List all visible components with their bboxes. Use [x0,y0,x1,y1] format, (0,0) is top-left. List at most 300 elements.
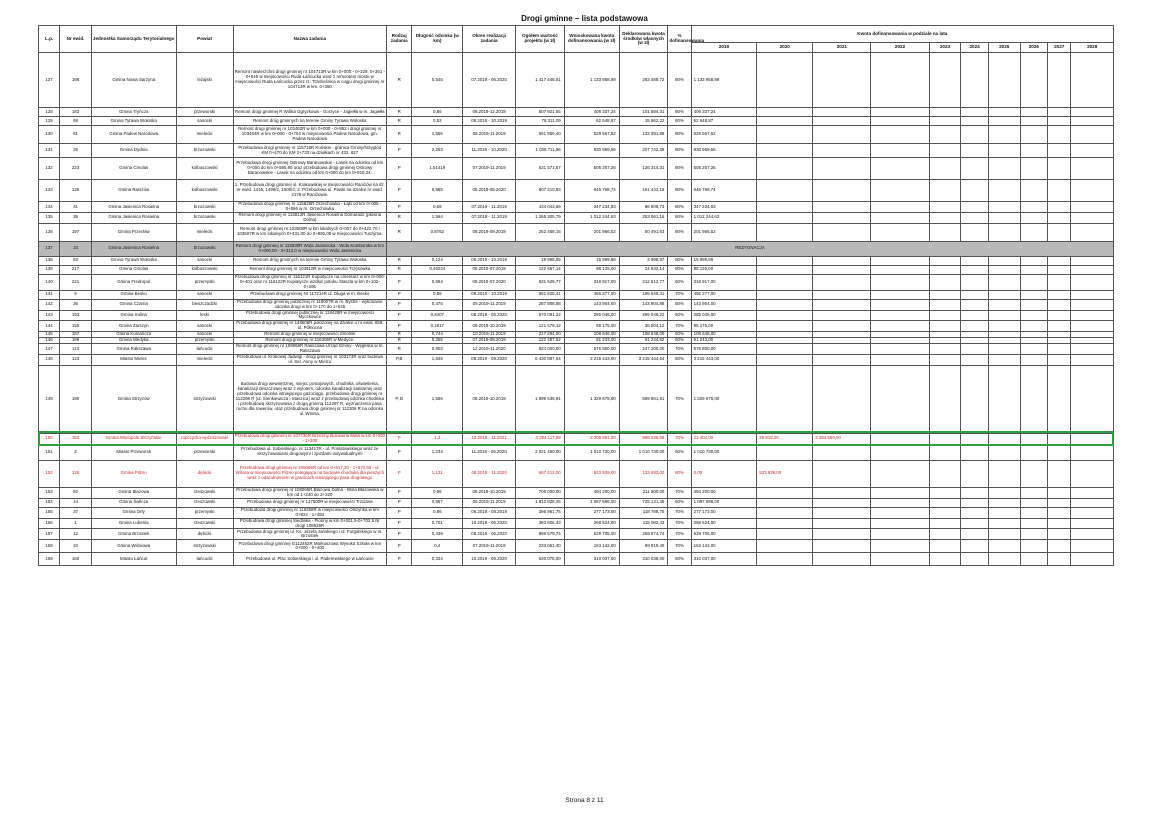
cell-wartosc: 287 808,88 [516,299,565,310]
cell-year-2019: 456 277,00 [691,290,757,299]
table-row [39,540,1114,553]
cell-year-empty [871,299,929,310]
cell-deklarowana: 126 314,31 [619,158,668,180]
cell-year-2021 [813,321,871,332]
cell-deklarowana: 36 504,12 [619,321,668,332]
cell-lp: 139 [39,265,60,274]
cell-year-2021 [813,202,871,213]
cell-nazwa: Przebudowa ul. Plac Sobieskiego i ul. Paderewskiego w Łańcucie [233,553,386,566]
cell-year-empty [1048,53,1071,108]
cell-year-empty [1020,202,1048,213]
cell-dlugosc: 0,475 [412,299,463,310]
cell-lp: 157 [39,529,60,540]
cell-lp: 151 [39,444,60,460]
cell-wartosc: 651 825,41 [516,290,565,299]
cell-powiat: przeworski [176,444,233,460]
cell-year-empty [988,553,1020,566]
cell-year-2021 [813,344,871,355]
cell-year-empty [1020,180,1048,202]
cell-year-empty [871,321,929,332]
cell-year-2021 [813,180,871,202]
cell-powiat: kolbuszowski [176,265,233,274]
cell-wnioskowana: 505 257,26 [564,158,619,180]
cell-year-empty [929,507,961,518]
cell-procent: 80% [668,460,691,487]
cell-year-empty [1048,487,1071,498]
cell-deklarowana: 211 800,00 [619,487,668,498]
cell-year-empty [1048,202,1071,213]
cell-year-empty [1071,344,1114,355]
cell-nazwa: Przebudowa ul. Sobieskiego, nr 113417R - ul. Poniatowskiego wraz ze skrzyżowaniami drogowymi i zjazdami indywidualnymi [233,444,386,460]
cell-year-empty [988,53,1020,108]
cell-year-empty [929,498,961,507]
cell-nr-ewid: 9 [60,290,92,299]
cell-year-empty [1020,498,1048,507]
cell-year-2020 [757,321,813,332]
cell-okres: 09.2019-10.2019 [463,321,516,332]
cell-year-empty [1020,354,1048,365]
cell-year-empty [929,223,961,241]
cell-deklarowana: 247 200,00 [619,344,668,355]
header-powiat: Powiat [176,26,233,53]
cell-powiat: sanocki [176,256,233,265]
cell-year-empty [871,507,929,518]
cell-year-empty [961,265,989,274]
cell-dlugosc: 1,586 [412,365,463,433]
cell-nazwa: Przebudowa drogi gminnej nr 116121R Kupiatycze na cmentarz w km 0+000-0+401 oraz nr 116122R Kupiatycze wzdłuż potoku Staszla w km 0+102-0+295 [234,273,386,289]
table-row [39,241,1114,256]
cell-year-empty [929,321,961,332]
cell-procent: 80% [668,117,691,126]
cell-procent: 80% [668,213,691,224]
cell-jst: Gmina Tryńcza [91,108,176,117]
cell-nr-ewid: 139 [60,180,92,202]
cell-lp: 133 [39,180,60,202]
cell-year-empty [929,202,961,213]
cell-powiat: mielecki [176,223,233,241]
cell-year-empty [1048,223,1071,241]
cell-nr-ewid: 35 [60,213,92,224]
cell-wartosc: 570 091,22 [516,310,565,321]
header-rodzaj: Rodzaj zadania [387,26,412,53]
cell-rodzaj: R [387,223,412,241]
cell-year-2020 [757,310,813,321]
cell-year-empty [988,518,1020,529]
cell-powiat: leski [176,310,233,321]
cell-year-2021 [813,487,871,498]
table-row [39,158,1114,180]
cell-year-2020 [757,365,813,433]
cell-year-empty [988,365,1020,433]
cell-nazwa: Przebudowa drogi gminnej nr 115716R Końskie - granica Gminy/Niżyglód KM 0+470 do KM 2+733 na działkach nr 432, 627 [233,144,386,158]
table-row [39,498,1114,507]
cell-rodzaj: R [387,117,412,126]
cell-wnioskowana: 310 037,00 [564,553,619,566]
cell-year-empty [961,223,989,241]
cell-procent: 80% [668,265,691,274]
cell-year-empty [1020,126,1048,144]
cell-powiat: łańcucki [176,553,233,566]
cell-rodzaj: P [387,518,412,529]
cell-deklarowana: 988 236,58 [619,433,668,444]
cell-year-empty [1071,290,1114,299]
cell-nazwa: Przebudowa drogi gminnej Nr 117214R ul. Długa w m. Besko [233,290,386,299]
cell-year-empty [871,274,929,290]
cell-rodzaj: P [387,321,412,332]
cell-year-2021 [813,265,871,274]
cell-year-empty [929,310,961,321]
cell-jst: Gmina Dydnia [91,144,176,158]
cell-powiat: ropczycko-sędziszowski [176,433,233,444]
cell-year-empty [988,540,1020,553]
cell-year-empty [988,108,1020,117]
header-year-2022: 2022 [871,43,929,53]
cell-okres: 08.2019-09.2019 [463,223,516,241]
cell-year-empty [961,321,989,332]
cell-year-empty [988,213,1020,224]
cell-deklarowana: 69 919,40 [619,540,668,553]
cell-powiat: strzyżowski [176,365,233,433]
cell-year-empty [961,126,989,144]
cell-rodzaj: R [387,338,412,344]
cell-year-2020 [757,290,813,299]
cell-wnioskowana: 830 969,56 [564,144,619,158]
cell-wnioskowana: 143 904,00 [564,299,619,310]
cell-year-empty [871,433,929,444]
cell-deklarowana: 86 808,73 [619,202,668,213]
cell-dlugosc: 0,56 [412,290,463,299]
table-row [39,256,1114,265]
cell-year-2019: 529 567,52 [691,126,757,144]
cell-year-empty [961,202,989,213]
cell-nr-ewid: 187 [60,332,92,338]
cell-year-2019: 143 904,00 [691,299,757,310]
cell-powiat: brzozowski [176,144,233,158]
cell-year-empty [871,158,929,180]
cell-year-empty [961,290,989,299]
cell-wartosc: 1 265 305,79 [516,213,565,224]
cell-wnioskowana: 268 524,00 [564,518,619,529]
cell-year-empty [1020,460,1048,487]
cell-year-empty [961,433,989,444]
cell-year-2019: 310 037,00 [691,553,757,566]
cell-year-empty [871,540,929,553]
cell-year-empty [1071,180,1114,202]
cell-rodzaj: P [387,553,412,566]
cell-year-empty [1020,344,1048,355]
cell-dlugosc: 0,52 [412,117,463,126]
cell-powiat: przemyski [176,507,233,518]
cell-lp: 130 [39,126,60,144]
roads-table [38,25,1114,566]
cell-nr-ewid: 217 [60,265,92,274]
cell-year-2020 [757,344,813,355]
cell-nr-ewid: 34 [60,241,92,256]
cell-year-empty [871,365,929,433]
cell-year-empty [1020,310,1048,321]
cell-okres: 09.2019 - 09.2020 [463,354,516,365]
cell-nazwa: Przebudowa drogi gminnej nr 116359R w miejscowości Olszynka w km 0+824 - 1+484 [233,507,386,518]
header-year-2027: 2027 [1048,43,1071,53]
cell-lp: 135 [39,213,60,224]
table-row [39,265,1114,274]
cell-year-empty [1048,158,1071,180]
cell-procent: 60% [668,274,691,290]
cell-nazwa: Przebudowa drogi gminnej publicznej nr 118428R w miejscowości Myczkowce [233,310,386,321]
cell-year-empty [929,460,961,487]
cell-year-empty [871,553,929,566]
cell-rodzaj: P,B [387,354,412,365]
cell-nr-ewid: 31 [60,202,92,213]
header-year-2028: 2028 [1071,43,1114,53]
cell-powiat: kolbuszowski [176,180,233,202]
cell-wartosc: 2 021 460,00 [516,444,565,460]
cell-procent: 50% [668,332,691,338]
cell-deklarowana: 50 491,63 [619,223,668,241]
cell-deklarowana: 269 874,74 [619,529,668,540]
cell-procent: 70% [668,518,691,529]
cell-okres: 09.2019 - 10.2019 [463,290,516,299]
cell-year-empty [961,498,989,507]
cell-year-empty [1071,213,1114,224]
cell-dlugosc: 1,51419 [412,158,463,180]
cell-year-empty [929,158,961,180]
cell-wnioskowana: 201 966,52 [564,223,619,241]
cell-procent: 50% [668,338,691,344]
cell-year-empty [1071,53,1114,108]
cell-okres: 07.2019-11.2019 [463,158,516,180]
cell-year-empty [961,158,989,180]
cell-rodzaj: R [387,332,412,338]
cell-nazwa: Remont drogi gminnej nr 116306R w Medyce. [233,338,386,344]
cell-lp: 141 [39,290,60,299]
cell-deklarowana: 310 038,00 [619,553,668,566]
cell-year-2021 [813,126,871,144]
cell-wartosc: 1 899 536,91 [516,365,565,433]
cell-year-2021 [813,299,871,310]
table-row [39,354,1114,365]
table-row [39,365,1114,433]
cell-year-empty [1020,444,1048,460]
cell-year-empty [871,126,929,144]
cell-year-empty [871,53,929,108]
cell-deklarowana: 569 861,91 [619,365,668,433]
cell-procent: 80% [668,180,691,202]
cell-lp: 149 [39,365,60,433]
cell-year-empty [929,529,961,540]
cell-procent: 70% [668,365,691,433]
cell-jst: Gmina Tyrawa Wołoska [91,117,176,126]
cell-year-2020 [757,223,813,241]
cell-wnioskowana: 62 648,87 [564,117,619,126]
cell-year-empty [1020,213,1048,224]
cell-nr-ewid: 14 [60,498,92,507]
cell-year-empty [1071,265,1114,274]
cell-year-empty [929,274,961,290]
table-row [39,117,1114,126]
cell-dlugosc: 0,86 [412,507,463,518]
cell-jst: Gmina Błażowa [91,487,176,498]
cell-okres: 07.2019-08.2019 [463,338,516,344]
cell-nr-ewid: 197 [60,223,92,241]
table-row [39,444,1114,460]
cell-year-empty [961,310,989,321]
cell-okres: 06.2019 - 08.2019 [463,507,516,518]
cell-year-empty [988,460,1020,487]
cell-year-empty [961,518,989,529]
cell-deklarowana: 24 532,14 [619,265,668,274]
cell-nr-ewid: 83 [60,256,92,265]
cell-okres: 08.2019-11.2019 [463,126,516,144]
cell-okres: 10.2019 - 06.2020 [463,553,516,566]
cell-year-2020 [757,202,813,213]
cell-jst: Gmina Strzyżów [91,365,176,433]
cell-year-2019: 505 257,26 [691,158,757,180]
cell-year-empty [1020,518,1048,529]
cell-okres: 08.2019-12.2019 [463,108,516,117]
cell-year-empty [1048,498,1071,507]
cell-powiat: rzeszowski [176,498,233,507]
cell-jst: Gmina Wiśniowa [91,540,176,553]
cell-year-2020 [757,256,813,265]
cell-year-2019: 108 646,00 [691,332,757,338]
cell-deklarowana: 108 648,00 [619,332,668,338]
cell-year-empty [1048,444,1071,460]
cell-year-empty [1020,529,1048,540]
cell-procent: 80% [668,256,691,265]
cell-rodzaj: P, B [387,365,412,433]
cell-year-2019: 61 243,00 [691,338,757,344]
cell-okres: 11.2019 - 10.2020 [463,144,516,158]
cell-year-empty [1048,529,1071,540]
cell-dlugosc: 0,124 [412,256,463,265]
cell-year-empty [871,460,929,487]
cell-year-empty [1071,507,1114,518]
cell-wnioskowana: 1 329 675,00 [564,365,619,433]
cell-year-empty [1020,117,1048,126]
cell-year-empty [1048,507,1071,518]
cell-lp: 150 [39,433,60,444]
table-row [39,274,1114,290]
cell-jst: Gmina Komańcza [91,332,176,338]
cell-year-empty [1071,529,1114,540]
cell-year-empty [1048,256,1071,265]
cell-year-empty [961,213,989,224]
cell-nazwa: Przebudowa drogi gminnej nr 106065R od km 0+517,20 - 1+570,50 - ul. Witosa w miejscowości Pilzno polegająca na budowie chodnika dla pieszych wraz z odwodnieniem w granicach istniejącego pasa drogowego [233,460,386,487]
cell-lp: 153 [39,487,60,498]
table-row [39,507,1114,518]
cell-year-empty [1020,53,1048,108]
cell-year-empty [1071,202,1114,213]
cell-lp: 145 [39,332,60,338]
cell-year-empty [1020,299,1048,310]
cell-rodzaj: P [387,158,412,180]
cell-wartosc: 706 000,00 [516,487,565,498]
cell-year-2020 [757,108,813,117]
cell-powiat: dębicki [176,460,233,487]
cell-year-empty [961,344,989,355]
cell-deklarowana: 3 998,97 [619,256,668,265]
cell-year-empty [929,144,961,158]
cell-year-empty [988,126,1020,144]
cell-powiat: łańcucki [176,344,233,355]
cell-lp: 146 [39,338,60,344]
cell-year-empty [1048,265,1071,274]
cell-nr-ewid: 221 [60,274,92,290]
header-year-2024: 2024 [961,43,989,53]
header-deklarowana: Deklarowana kwota środków własnych (w zł) [619,26,668,53]
table-body [39,53,1114,566]
cell-year-empty [871,144,929,158]
cell-year-empty [961,507,989,518]
cell-dlugosc: 2,263 [412,144,463,158]
cell-year-empty [961,274,989,290]
cell-deklarowana: 143 904,88 [619,299,668,310]
cell-year-empty [988,310,1020,321]
cell-year-2019: 1 329 675,00 [691,365,757,433]
cell-deklarowana: 253 061,16 [619,213,668,224]
cell-lp: 128 [39,108,60,117]
cell-year-empty [1048,144,1071,158]
cell-year-empty [929,213,961,224]
cell-nazwa: Przebudowa drogi gminnej ul. Ks. Józefa Jańskiego i ul. Furgalskiego w m. Brzostek [233,529,386,540]
cell-nazwa: Remont drogi gminnej nr 109958R Rakszawa Urząd Gminy - Węgliska w m. Rakszawa [233,344,386,355]
cell-year-2021 [813,354,871,365]
cell-wartosc: 395 961,75 [516,507,565,518]
cell-year-empty [1071,460,1114,487]
cell-procent: 80% [668,202,691,213]
cell-wnioskowana: 576 800,00 [564,344,619,355]
cell-powiat: sanocki [176,332,233,338]
cell-wnioskowana: 645 768,74 [564,180,619,202]
cell-dlugosc: 1,564 [412,213,463,224]
cell-wartosc: 1 038 711,96 [516,144,565,158]
cell-nazwa: Przebudowa drogi gminnej nr 137500R w miejscowości Trzciana [233,498,386,507]
cell-rodzaj: P [387,444,412,460]
cell-wnioskowana: 318 917,00 [564,274,619,290]
cell-year-empty [988,444,1020,460]
cell-year-2020 [757,540,813,553]
cell-powiat: brzozowski [176,202,233,213]
cell-nr-ewid: 81 [60,126,92,144]
cell-year-2020 [757,354,813,365]
cell-dlugosc: 0,701 [412,518,463,529]
header-okres: Okres realizacji zadania [463,26,516,53]
header-wnioskowana: Wnioskowana kwota dofinansowania (w zł) [564,26,619,53]
cell-year-2020 [757,180,813,202]
cell-year-empty [1020,321,1048,332]
cell-year-empty [961,444,989,460]
cell-okres: 08.2019-10.2019 [463,487,516,498]
cell-deklarowana: 15 662,22 [619,117,668,126]
cell-powiat: przemyski [176,338,233,344]
cell-year-empty [871,444,929,460]
cell-nr-ewid: 36 [60,299,92,310]
cell-procent: 80% [668,144,691,158]
cell-year-2019: 277 173,00 [691,507,757,518]
cell-wnioskowana: 1 010 730,00 [564,444,619,460]
cell-rodzaj: R [387,256,412,265]
cell-year-empty [871,487,929,498]
cell-nazwa: Remont drogi gminnej nr 103462R w km 0+000 - 0+862 i drogi gminnej nr 103464R w km 0+000 - 0+704 w miejscowości Padew Narodowa, gm. Padew Narodowa [233,126,386,144]
cell-jst: Miasto Przeworsk [91,444,176,460]
cell-year-2019: 1 012 244,63 [691,213,757,224]
cell-wnioskowana: 529 567,52 [564,126,619,144]
document-title: Drogi gminne – lista podstawowa [521,14,648,23]
cell-year-2020 [757,518,813,529]
cell-jst: Gmina Besko [91,290,176,299]
table-row [39,290,1114,299]
